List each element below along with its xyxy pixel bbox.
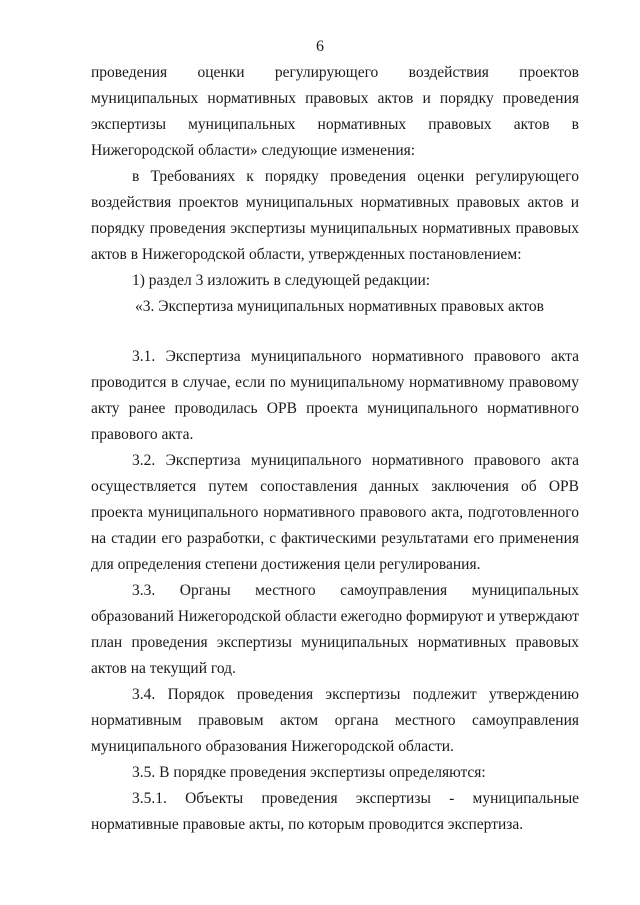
paragraph-3-4: 3.4. Порядок проведения экспертизы подлежит утверждению нормативным правовым актом органа местного самоуправления муниципального образования Нижегородской области.	[91, 686, 579, 755]
paragraph-3-3: 3.3. Органы местного самоуправления муниципальных образований Нижегородской области ежегодно формируют и утверждают план проведения экспертизы муниципальных нормативных правовых актов на текущий год.	[91, 582, 579, 677]
paragraph-3-5: 3.5. В порядке проведения экспертизы определяются:	[132, 764, 486, 781]
paragraph-item-1: 1) раздел 3 изложить в следующей редакции:	[132, 272, 431, 289]
paragraph-requirements: в Требованиях к порядку проведения оценки регулирующего воздействия проектов муниципальных нормативных правовых актов и порядку проведения экспертизы муниципальных нормативных правовых актов в Нижегородской области, утвержденных постановлением:	[91, 168, 579, 263]
page-number: 6	[316, 38, 324, 55]
section-3-heading: «3. Экспертиза муниципальных нормативных правовых актов	[135, 298, 544, 315]
paragraph-3-1: 3.1. Экспертиза муниципального нормативного правового акта проводится в случае, если по муниципальному нормативному правовому акту ранее проводилась ОРВ проекта муниципального нормативного правового акта.	[91, 348, 579, 443]
document-body	[91, 60, 579, 838]
paragraph-3-2: 3.2. Экспертиза муниципального нормативного правового акта осуществляется путем сопоставления данных заключения об ОРВ проекта муниципального нормативного правового акта, подготовленного на стадии его разработки, с фактическими результатами его применения для определения степени достижения цели регулирования.	[91, 452, 579, 573]
paragraph-intro-continuation: проведения оценки регулирующего воздействия проектов муниципальных нормативных правовых актов и порядку проведения экспертизы муниципальных нормативных правовых актов в Нижегородской области» следующие изменения:	[91, 64, 579, 159]
paragraph-3-5-1: 3.5.1. Объекты проведения экспертизы - муниципальные нормативные правовые акты, по которым проводится экспертиза.	[91, 790, 579, 833]
